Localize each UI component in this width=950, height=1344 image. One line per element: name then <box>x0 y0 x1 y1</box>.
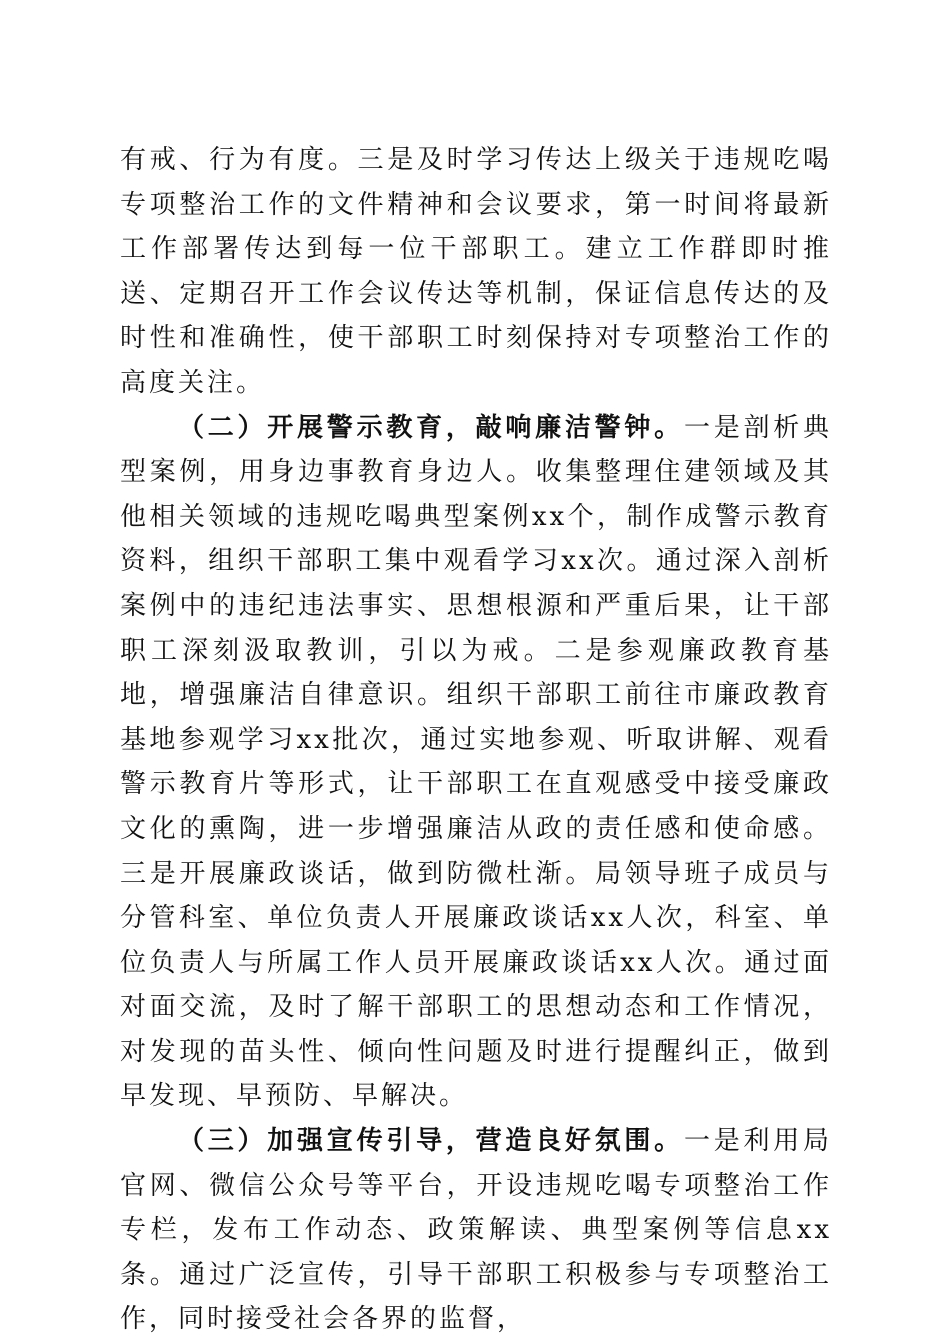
section-heading: （三）加强宣传引导，营造良好氛围。 <box>178 1126 684 1157</box>
paragraph-continuation <box>120 138 832 406</box>
paragraph-publicity-guidance <box>120 1119 832 1342</box>
paragraph-text: 一是利用局官网、微信公众号等平台，开设违规吃喝专项整治工作专栏，发布工作动态、政策解读、典型案例等信息xx条。通过广泛宣传，引导干部职工积极参与专项整治工作，同时接受社会各界的监督， <box>120 1126 832 1335</box>
section-heading: （二）开展警示教育，敲响廉洁警钟。 <box>178 412 684 443</box>
document-body <box>120 138 832 1342</box>
paragraph-text: 一是剖析典型案例，用身边事教育身边人。收集整理住建领域及其他相关领域的违规吃喝典型案例xx个，制作成警示教育资料，组织干部职工集中观看学习xx次。通过深入剖析案例中的违纪违法事实、思想根源和严重后果，让干部职工深刻汲取教训，引以为戒。二是参观廉政教育基地，增强廉洁自律意识。组织干部职工前往市廉政教育基地参观学习xx批次，通过实地参观、听取讲解、观看警示教育片等形式，让干部职工在直观感受中接受廉政文化的熏陶，进一步增强廉洁从政的责任感和使命感。三是开展廉政谈话，做到防微杜渐。局领导班子成员与分管科室、单位负责人开展廉政谈话xx人次，科室、单位负责人与所属工作人员开展廉政谈话xx人次。通过面对面交流，及时了解干部职工的思想动态和工作情况，对发现的苗头性、倾向性问题及时进行提醒纠正，做到早发现、早预防、早解决。 <box>120 412 832 1112</box>
paragraph-text: 有戒、行为有度。三是及时学习传达上级关于违规吃喝专项整治工作的文件精神和会议要求，第一时间将最新工作部署传达到每一位干部职工。建立工作群即时推送、定期召开工作会议传达等机制，保证信息传达的及时性和准确性，使干部职工时刻保持对专项整治工作的高度关注。 <box>120 145 832 398</box>
paragraph-warning-education <box>120 406 832 1120</box>
